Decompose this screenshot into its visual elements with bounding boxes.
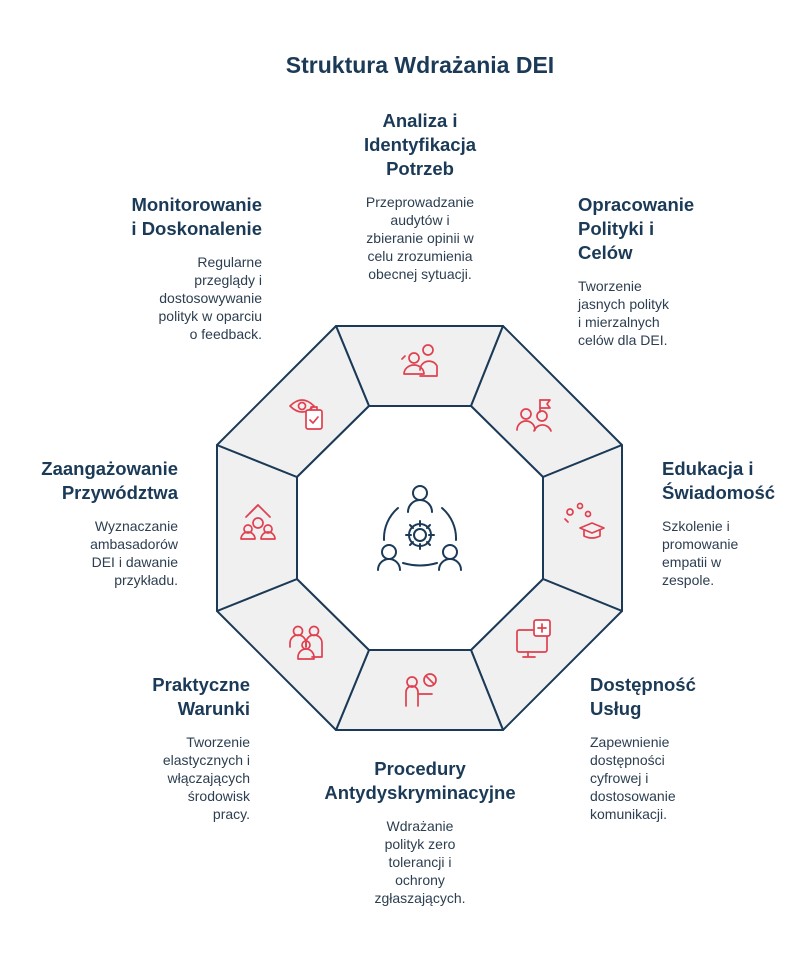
section-description-line: pracy. <box>212 806 250 822</box>
section-description-line: ochrony <box>395 872 445 888</box>
section-description <box>300 817 540 907</box>
section-description-line: ambasadorów <box>90 536 178 552</box>
section-title-line: Dostępność <box>590 674 696 695</box>
section-description-line: celu zrozumienia <box>367 248 473 264</box>
section-label <box>90 673 250 823</box>
section-title-line: Usług <box>590 698 642 719</box>
section-label <box>662 457 802 589</box>
section-description-line: zgłaszających. <box>374 890 466 906</box>
section-title-line: Praktyczne <box>152 674 250 695</box>
section-description-line: dostosowywanie <box>159 290 262 306</box>
section-title <box>350 109 490 181</box>
section-title-line: Przywództwa <box>61 482 178 503</box>
section-description-line: Przeprowadzanie <box>365 194 475 210</box>
section-title-line: Analiza i <box>382 110 458 131</box>
section-description-line: komunikacji. <box>590 806 668 822</box>
section-title <box>90 673 250 721</box>
section-label <box>20 457 178 589</box>
section-description <box>590 733 750 823</box>
section-description-line: promowanie <box>662 536 739 552</box>
section-description-line: Wdrażanie <box>386 818 454 834</box>
section-description-line: elastycznych i <box>162 752 250 768</box>
section-description-line: Regularne <box>197 254 262 270</box>
section-description <box>662 517 802 589</box>
section-title-line: Monitorowanie <box>131 194 262 215</box>
section-description-line: polityk zero <box>384 836 456 852</box>
section-label <box>590 673 750 823</box>
diagram-title: Struktura Wdrażania DEI <box>285 52 555 78</box>
section-title-line: Antydyskryminacyjne <box>324 782 516 803</box>
section-description-line: DEI i dawanie <box>91 554 178 570</box>
section-title-line: Identyfikacja <box>363 134 477 155</box>
section-title-line: Edukacja i <box>662 458 754 479</box>
section-title-line: Potrzeb <box>386 158 454 179</box>
section-description-line: włączających <box>167 770 250 786</box>
section-title-line: Zaangażowanie <box>41 458 178 479</box>
section-description-line: dostosowanie <box>590 788 676 804</box>
section-title <box>662 457 802 505</box>
section-title <box>578 193 738 265</box>
section-description <box>350 193 490 283</box>
section-description-line: o feedback. <box>189 326 262 342</box>
section-description <box>100 253 262 343</box>
section-title <box>300 757 540 805</box>
section-description-line: empatii w <box>662 554 722 570</box>
section-description-line: zbieranie opinii w <box>366 230 474 246</box>
section-title-line: Polityki i <box>578 218 655 239</box>
section-title-line: Procedury <box>374 758 466 779</box>
section-description-line: i mierzalnych <box>578 314 660 330</box>
section-description-line: Szkolenie i <box>662 518 730 534</box>
section-description-line: przeglądy i <box>194 272 262 288</box>
section-title <box>100 193 262 241</box>
section-title-line: i Doskonalenie <box>131 218 262 239</box>
section-description-line: Tworzenie <box>186 734 250 750</box>
section-description-line: jasnych polityk <box>578 296 670 312</box>
section-description-line: przykładu. <box>114 572 178 588</box>
section-title-line: Celów <box>578 242 633 263</box>
section-label <box>578 193 738 349</box>
section-description-line: Tworzenie <box>578 278 642 294</box>
section-description-line: cyfrowej i <box>590 770 649 786</box>
section-description-line: środowisk <box>187 788 250 804</box>
section-title-line: Świadomość <box>662 482 776 503</box>
section-title <box>590 673 750 721</box>
section-description-line: Zapewnienie <box>590 734 670 750</box>
section-description-line: celów dla DEI. <box>578 332 668 348</box>
section-label <box>300 757 540 907</box>
section-description <box>90 733 250 823</box>
section-description-line: Wyznaczanie <box>94 518 178 534</box>
section-description-line: obecnej sytuacji. <box>368 266 472 282</box>
section-title-line: Warunki <box>177 698 250 719</box>
section-label <box>350 109 490 283</box>
section-title-line: Opracowanie <box>578 194 695 215</box>
section-label <box>100 193 262 343</box>
section-description <box>578 277 738 349</box>
section-description-line: dostępności <box>590 752 665 768</box>
section-title <box>20 457 178 505</box>
section-description-line: zespole. <box>662 572 715 588</box>
section-description <box>20 517 178 589</box>
section-description-line: audytów i <box>390 212 450 228</box>
section-description-line: polityk w oparciu <box>158 308 262 324</box>
section-description-line: tolerancji i <box>388 854 452 870</box>
